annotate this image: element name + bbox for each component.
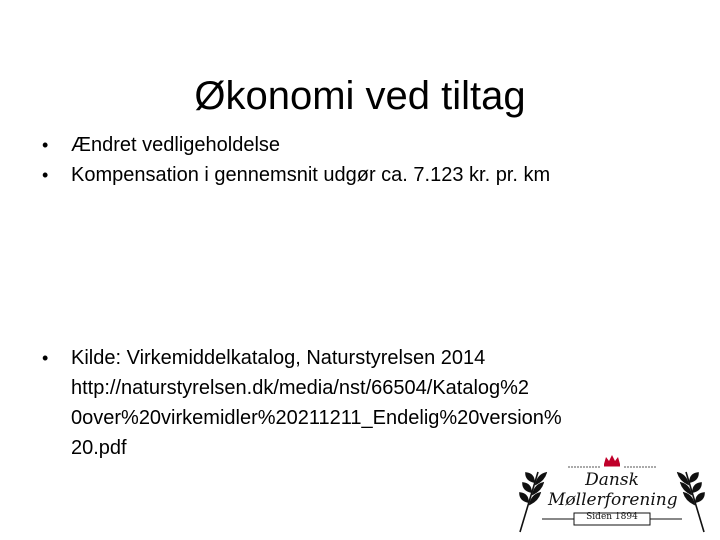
source-item: [42, 343, 682, 463]
wheat-ear-icon: [678, 472, 704, 532]
bullet-dot-icon: •: [42, 348, 49, 368]
wheat-ear-icon: [520, 472, 546, 532]
source-url-line[interactable]: http://naturstyrelsen.dk/media/nst/66504/Katalog%2: [71, 377, 530, 399]
logo-name-line2: Møllerforening: [548, 490, 678, 510]
bullet-dot-icon: •: [42, 135, 49, 155]
crown-icon: [604, 455, 620, 467]
bullet-list: [42, 130, 702, 190]
slide-title: Økonomi ved tiltag: [194, 73, 526, 118]
dansk-moellerforening-logo: [512, 452, 712, 536]
bullet-text: Ændret vedligeholdelse: [71, 134, 281, 156]
bullet-text: Kompensation i gennemsnit udgør ca. 7.123 kr. pr. km: [71, 164, 551, 186]
source-url-line[interactable]: 20.pdf: [71, 437, 127, 459]
bullet-item: [42, 160, 702, 190]
source-list: [42, 343, 682, 463]
bullet-dot-icon: •: [42, 165, 49, 185]
source-label: Kilde: Virkemiddelkatalog, Naturstyrelsen 2014: [71, 347, 486, 369]
logo-since: Siden 1894: [586, 512, 638, 522]
bullet-item: [42, 130, 702, 160]
source-url-line[interactable]: 0over%20virkemidler%20211211_Endelig%20version%: [71, 407, 562, 429]
logo-name-line1: Dansk: [585, 470, 639, 490]
